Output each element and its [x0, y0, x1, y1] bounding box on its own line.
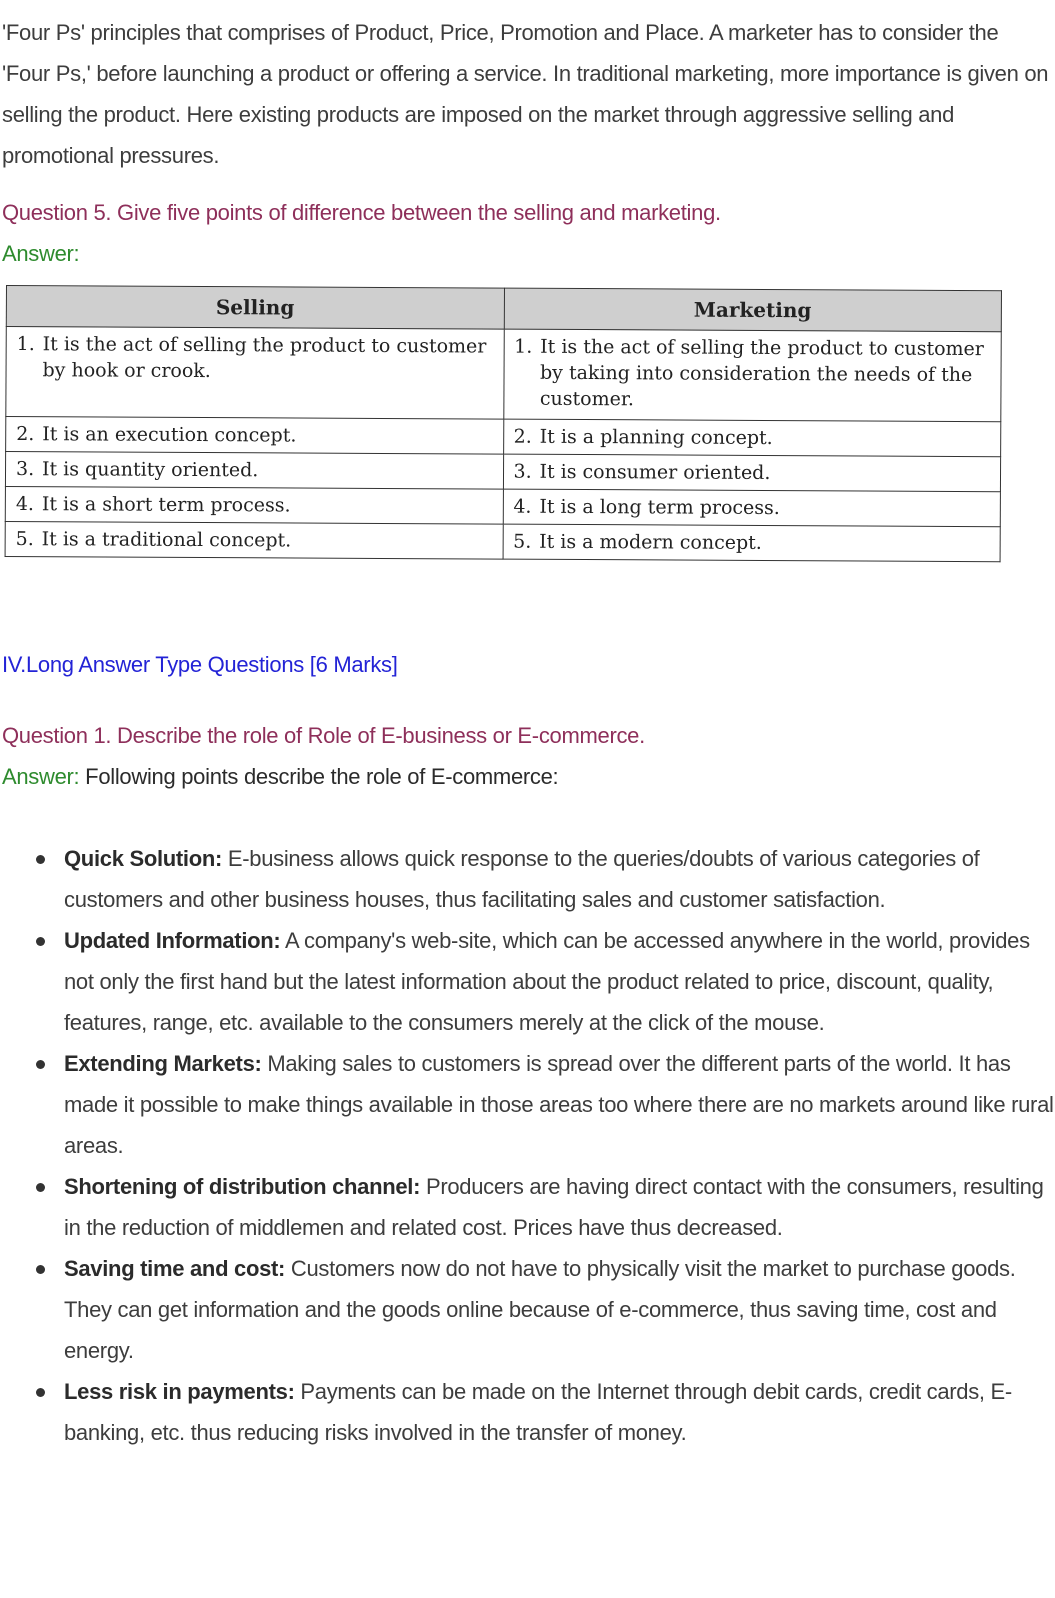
bullet-icon: [36, 1265, 45, 1274]
point-text: Producers are having direct contact with the consumers, resulting in the reduction of middlemen and related cost. Prices have thus decreased.: [64, 1174, 1044, 1240]
row-number: 2.: [16, 423, 35, 446]
marketing-text: It is a modern concept.: [539, 530, 762, 554]
bullet-icon: [36, 937, 45, 946]
selling-cell: [6, 327, 504, 420]
table-row: [6, 327, 1001, 422]
answer-q1: [2, 764, 558, 790]
selling-cell: [5, 452, 503, 490]
bullet-icon: [36, 1388, 45, 1397]
answer-intro-text: Following points describe the role of E-commerce:: [79, 764, 559, 789]
bullet-icon: [36, 1183, 45, 1192]
header-selling: Selling: [6, 286, 504, 330]
point-text: E-business allows quick response to the queries/doubts of various categories of customers and other business houses, thus facilitating sales and customer satisfaction.: [64, 846, 980, 912]
question-5: Question 5. Give five points of difference between the selling and marketing.: [2, 200, 721, 225]
row-number: 1.: [514, 335, 533, 358]
marketing-text: It is a planning concept.: [539, 425, 773, 450]
bullet-icon: [36, 855, 45, 864]
row-number: 4.: [15, 493, 35, 516]
selling-text: It is a short term process.: [41, 493, 291, 517]
marketing-cell: [503, 454, 1001, 492]
selling-text: It is quantity oriented.: [41, 458, 259, 482]
list-item: [0, 920, 1055, 1043]
point-title: Less risk in payments:: [64, 1379, 295, 1404]
list-item: [0, 1371, 1055, 1453]
point-title: Saving time and cost:: [64, 1256, 286, 1281]
table-row: [5, 452, 1000, 492]
bullet-icon: [36, 1060, 45, 1069]
selling-text: It is the act of selling the product to customer by hook or crook.: [42, 333, 487, 383]
list-item: [0, 1166, 1055, 1248]
point-title: Extending Markets:: [64, 1051, 262, 1076]
row-number: 1.: [16, 333, 35, 356]
marketing-text: It is the act of selling the product to customer by taking into consideration the needs of the customer.: [539, 335, 984, 411]
point-text: Customers now do not have to physically visit the market to purchase goods. They can get information and the goods online because of e-commerce, thus saving time, cost and energy.: [64, 1256, 1016, 1363]
list-item: [0, 1043, 1055, 1166]
point-title: Updated Information:: [64, 928, 281, 953]
marketing-text: It is a long term process.: [539, 495, 780, 520]
section-heading: IV.Long Answer Type Questions [6 Marks]: [2, 652, 398, 677]
selling-text: It is an execution concept.: [42, 423, 297, 447]
intro-paragraph: 'Four Ps' principles that comprises of Product, Price, Promotion and Place. A marketer has to consider the 'Four Ps,' before launching a product or offering a service. In traditional marketing, more importance is given on selling the product. Here existing products are imposed on the market through aggressive selling and promotional pressures.: [2, 20, 1049, 168]
selling-cell: [5, 486, 503, 524]
row-number: 2.: [513, 425, 532, 448]
table-header-row: [6, 286, 1001, 332]
selling-cell: [5, 521, 503, 559]
row-number: 5.: [15, 528, 34, 551]
answer-label-q1: Answer:: [2, 764, 80, 789]
marketing-cell: [503, 524, 1001, 562]
selling-cell: [6, 417, 504, 455]
question-1: Question 1. Describe the role of Role of E-business or E-commerce.: [2, 723, 645, 748]
point-title: Shortening of distribution channel:: [64, 1174, 421, 1199]
comparison-table-image: [4, 285, 1002, 582]
marketing-text: It is consumer oriented.: [539, 460, 771, 485]
row-number: 3.: [513, 460, 532, 483]
list-item: [0, 1248, 1055, 1371]
answer-label-q5: Answer:: [2, 241, 80, 266]
point-text: Making sales to customers is spread over the different parts of the world. It has made it possible to make things available in those areas too where there are no markets around like rural areas.: [64, 1051, 1054, 1158]
point-text: Payments can be made on the Internet through debit cards, credit cards, E-banking, etc. thus reducing risks involved in the transfer of money.: [64, 1379, 1012, 1445]
table-row: [5, 521, 1000, 561]
point-text: A company's web-site, which can be accessed anywhere in the world, provides not only the first hand but the latest information about the product related to price, discount, quality, features, range, etc. available to the consumers merely at the click of the mouse.: [64, 928, 1030, 1035]
row-number: 3.: [15, 458, 35, 481]
marketing-cell: [503, 419, 1001, 457]
selling-vs-marketing-table: [5, 285, 1002, 562]
ecommerce-role-list: [0, 838, 1055, 1453]
row-number: 4.: [513, 495, 532, 518]
point-title: Quick Solution:: [64, 846, 223, 871]
table-row: [5, 486, 1000, 526]
row-number: 5.: [513, 530, 532, 553]
marketing-cell: [503, 489, 1001, 527]
list-item: [0, 838, 1055, 920]
selling-text: It is a traditional concept.: [41, 528, 292, 552]
header-marketing: Marketing: [504, 288, 1002, 332]
marketing-cell: [503, 329, 1001, 422]
table-row: [6, 417, 1001, 457]
